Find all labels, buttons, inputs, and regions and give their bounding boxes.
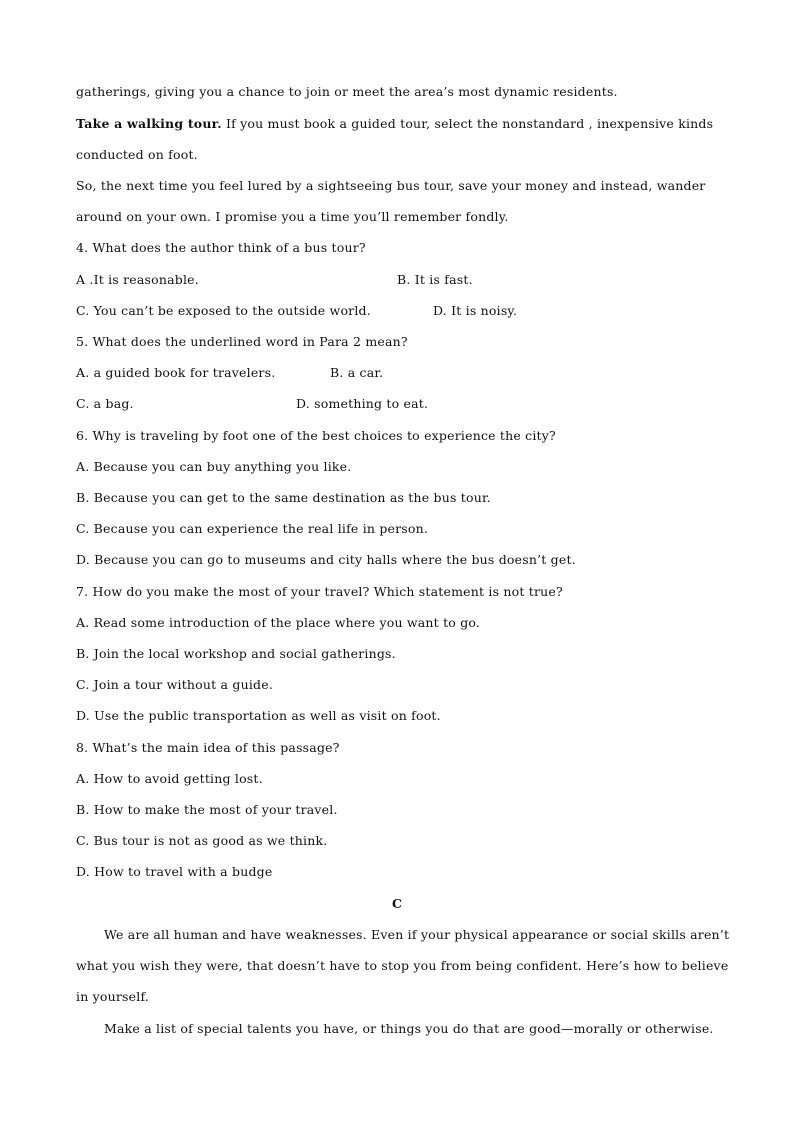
question-8-option-d: D. How to travel with a budge bbox=[76, 864, 273, 879]
walking-tour-text-cont: conducted on foot. bbox=[76, 147, 198, 162]
question-6-option-d: D. Because you can go to museums and city halls where the bus doesn’t get. bbox=[76, 552, 576, 567]
question-4-option-c: C. You can’t be exposed to the outside world. bbox=[76, 303, 371, 318]
question-5-option-b: B. a car. bbox=[330, 365, 384, 380]
question-4-stem: 4. What does the author think of a bus tour? bbox=[76, 240, 366, 255]
question-4-option-b: B. It is fast. bbox=[397, 272, 473, 287]
passage-b-line: gatherings, giving you a chance to join or meet the area’s most dynamic residents. bbox=[76, 84, 618, 99]
question-7-option-a: A. Read some introduction of the place where you want to go. bbox=[76, 615, 481, 630]
passage-c-paragraph-line: Make a list of special talents you have, or things you do that are good—morally or otherwise. bbox=[104, 1021, 714, 1036]
question-6-stem: 6. Why is traveling by foot one of the best choices to experience the city? bbox=[76, 428, 556, 443]
question-5-option-a: A. a guided book for travelers. bbox=[76, 365, 276, 380]
walking-tour-text: If you must book a guided tour, select the nonstandard , inexpensive kinds bbox=[221, 116, 714, 131]
passage-c-paragraph-line: We are all human and have weaknesses. Even if your physical appearance or social skills aren’t bbox=[104, 927, 730, 942]
walking-tour-paragraph bbox=[76, 116, 713, 132]
question-5-stem: 5. What does the underlined word in Para 2 mean? bbox=[76, 334, 408, 349]
question-6-option-a: A. Because you can buy anything you like. bbox=[76, 459, 352, 474]
question-5-option-c: C. a bag. bbox=[76, 396, 134, 411]
section-c-heading: C bbox=[392, 896, 402, 911]
passage-c-paragraph-line: what you wish they were, that doesn’t have to stop you from being confident. Here’s how to believe bbox=[76, 958, 729, 973]
question-7-stem: 7. How do you make the most of your travel? Which statement is not true? bbox=[76, 584, 563, 599]
question-4-option-d: D. It is noisy. bbox=[433, 303, 518, 318]
question-5-option-d: D. something to eat. bbox=[296, 396, 429, 411]
conclusion-line: So, the next time you feel lured by a sightseeing bus tour, save your money and instead, wander bbox=[76, 178, 706, 193]
walking-tour-heading: Take a walking tour. bbox=[76, 116, 222, 131]
question-7-option-b: B. Join the local workshop and social gatherings. bbox=[76, 646, 396, 661]
question-6-option-c: C. Because you can experience the real life in person. bbox=[76, 521, 429, 536]
question-7-option-c: C. Join a tour without a guide. bbox=[76, 677, 273, 692]
question-6-option-b: B. Because you can get to the same destination as the bus tour. bbox=[76, 490, 491, 505]
question-7-option-d: D. Use the public transportation as well as visit on foot. bbox=[76, 708, 441, 723]
question-8-stem: 8. What’s the main idea of this passage? bbox=[76, 740, 340, 755]
conclusion-line: around on your own. I promise you a time you’ll remember fondly. bbox=[76, 209, 509, 224]
question-8-option-a: A. How to avoid getting lost. bbox=[76, 771, 263, 786]
question-4-option-a: A .It is reasonable. bbox=[76, 272, 199, 287]
passage-c-paragraph-line: in yourself. bbox=[76, 989, 149, 1004]
question-8-option-b: B. How to make the most of your travel. bbox=[76, 802, 338, 817]
question-8-option-c: C. Bus tour is not as good as we think. bbox=[76, 833, 328, 848]
